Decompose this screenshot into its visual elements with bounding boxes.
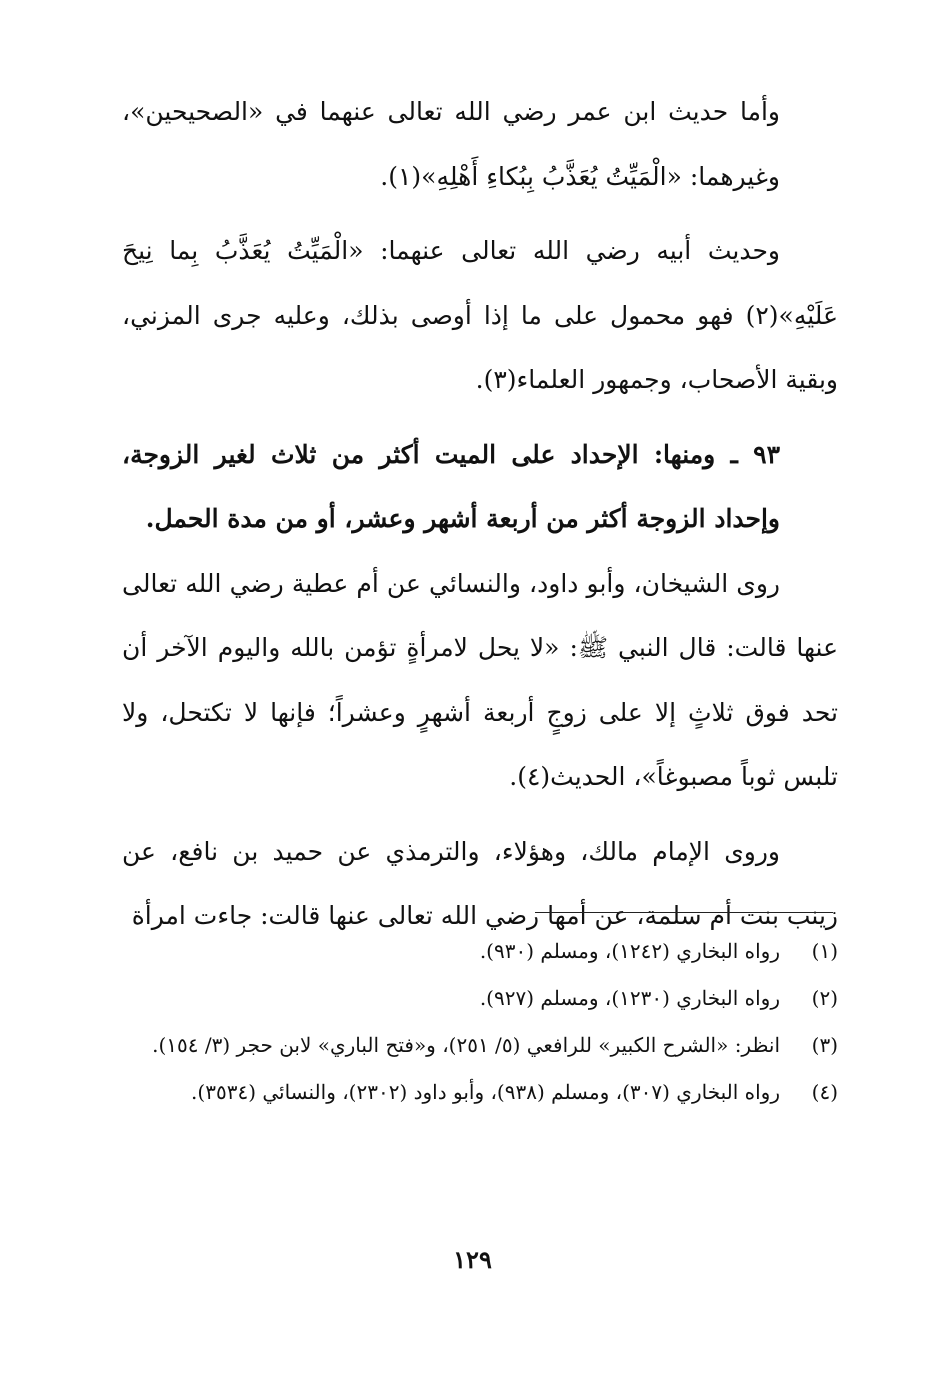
page-number: ١٢٩ [453, 1245, 492, 1274]
section-heading-93: ٩٣ ـ ومنها: الإحداد على الميت أكثر من ثلاث لغير الزوجة، وإحداد الزوجة أكثر من أربعة أشهر وعشر، أو من مدة الحمل. [122, 439, 780, 533]
footnote-item [122, 975, 838, 1022]
footnote-number: (١) [811, 939, 838, 963]
footnote-separator [535, 912, 833, 913]
footnote-text: رواه البخاري (١٢٤٢)، ومسلم (٩٣٠). [479, 939, 780, 963]
footnote-number: (٢) [811, 986, 838, 1010]
paragraph-umm-atiyya: روى الشيخان، وأبو داود، والنسائي عن أم عطية رضي الله تعالى عنها قالت: قال النبي ﷺ: «لا يحل لامرأةٍ تؤمن بالله واليوم الآخر أن تحد فوق ثلاثٍ إلا على زوجٍ أربعة أشهرٍ وعشراً؛ فإنها لا تكتحل، ولا تلبس ثوباً مصبوغاً»، الحديث(٤). [122, 568, 838, 791]
footnote-text: رواه البخاري (٣٠٧)، ومسلم (٩٣٨)، وأبو داود (٢٣٠٢)، والنسائي (٣٥٣٤). [191, 1080, 780, 1104]
main-text [122, 80, 838, 949]
paragraph-hadith-ibn-umar: وأما حديث ابن عمر رضي الله تعالى عنهما في «الصحيحين»، وغيرهما: «الْمَيِّتُ يُعَذَّبُ بِبُكاءِ أَهْلِهِ»(١). [122, 97, 780, 191]
paragraph-malik: وروى الإمام مالك، وهؤلاء، والترمذي عن حميد بن نافع، عن زينب بنت أم سلمة، عن أمها رضي الله تعالى عنها قالت: جاءت امرأة [122, 836, 838, 930]
footnote-item [122, 1022, 838, 1069]
footnote-text: رواه البخاري (١٢٣٠)، ومسلم (٩٢٧). [479, 986, 780, 1010]
paragraph-hadith-father: وحديث أبيه رضي الله تعالى عنهما: «الْمَيِّتُ يُعَذَّبُ بِما نِيحَ عَلَيْهِ»(٢) فهو محمول على ما إذا أوصى بذلك، وعليه جرى المزني، وبقية الأصحاب، وجمهور العلماء(٣). [122, 236, 838, 394]
footnote-number: (٣) [811, 1033, 838, 1057]
footnote-item [122, 928, 838, 975]
footnote-number: (٤) [811, 1080, 838, 1104]
footnote-item [122, 1069, 838, 1116]
footnote-text: انظر: «الشرح الكبير» للرافعي (٥/ ٢٥١)، و«فتح الباري» لابن حجر (٣/ ١٥٤). [152, 1033, 780, 1057]
footnotes [122, 928, 838, 1116]
